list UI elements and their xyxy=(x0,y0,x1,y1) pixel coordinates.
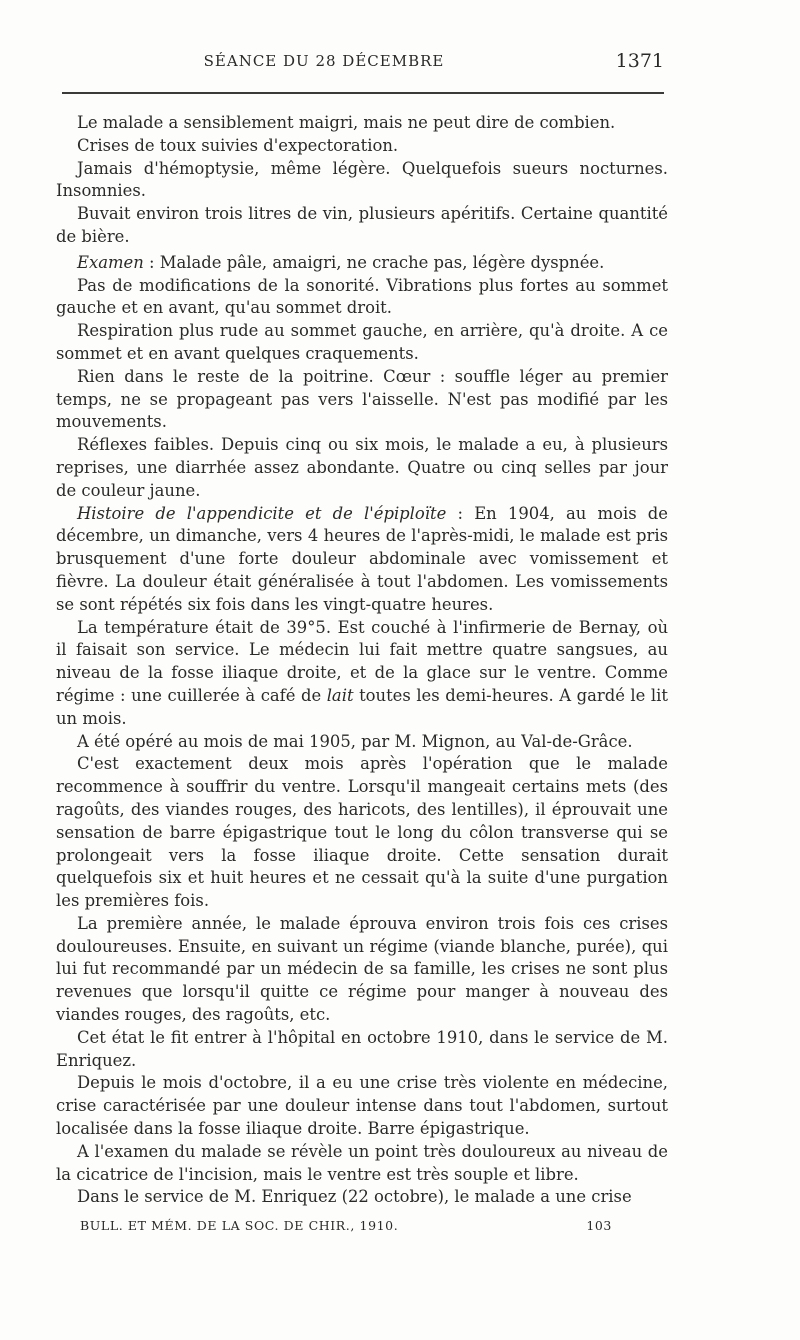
paragraph: A été opéré au mois de mai 1905, par M. Mignon, au Val-de-Grâce. xyxy=(77,731,633,751)
paragraph: Depuis le mois d'octobre, il a eu une crise très violente en médecine, crise caractérisée par une douleur intense dans tout l'abdomen, surtout localisée dans la fosse iliaque droite. Barre épigastrique. xyxy=(56,1073,668,1139)
footer-source: BULL. ET MÉM. DE LA SOC. DE CHIR., 1910. xyxy=(80,1218,399,1233)
paragraph: Réflexes faibles. Depuis cinq ou six mois, le malade a eu, à plusieurs reprises, une diarrhée assez abondante. Quatre ou cinq selles par jour de couleur jaune. xyxy=(56,435,668,500)
paragraph: La première année, le malade éprouva environ trois fois ces crises douloureuses. Ensuite, en suivant un régime (viande blanche, purée), qui lui fut recommandé par un médecin de sa famille, les crises ne sont plus revenues que lorsqu'il quitte ce régime pour manger à nouveau des viandes rouges, des ragoûts, etc. xyxy=(56,913,668,1025)
paragraph: Dans le service de M. Enriquez (22 octobre), le malade a une crise xyxy=(77,1187,632,1207)
running-head xyxy=(64,50,664,76)
paragraph: A l'examen du malade se révèle un point très douloureux au niveau de la cicatrice de l'incision, mais le ventre est très souple et libre. xyxy=(56,1141,668,1184)
section-lead: Examen xyxy=(77,252,144,272)
body-text xyxy=(56,112,668,1209)
paragraph: Jamais d'hémoptysie, même légère. Quelquefois sueurs nocturnes. Insomnies. xyxy=(56,158,668,201)
paragraph: Rien dans le reste de la poitrine. Cœur : souffle léger au premier temps, ne se propageant pas vers l'aisselle. N'est pas modifié par les mouvements. xyxy=(56,366,668,432)
paragraph: Cet état le fit entrer à l'hôpital en octobre 1910, dans le service de M. Enriquez. xyxy=(56,1027,668,1070)
paragraph: Crises de toux suivies d'expectoration. xyxy=(77,135,399,155)
section-lead: Histoire de l'appendicite et de l'épiploïte xyxy=(77,503,447,523)
paragraph-histoire: Histoire de l'appendicite et de l'épiploïte : En 1904, au mois de décembre, un dimanche, vers 4 heures de l'après-midi, le malade est pris brusquement d'une forte douleur abdominale avec vomissement et fièvre. La douleur était généralisée à tout l'abdomen. Les vomissements se sont répétés six fois dans les vingt-quatre heures. xyxy=(56,503,668,614)
paragraph: Buvait environ trois litres de vin, plusieurs apéritifs. Certaine quantité de bière. xyxy=(56,204,668,246)
paragraph: Le malade a sensiblement maigri, mais ne peut dire de combien. xyxy=(77,113,616,132)
paragraph-examen: Examen : Malade pâle, amaigri, ne crache pas, légère dyspnée. xyxy=(77,252,605,272)
paragraph: Pas de modifications de la sonorité. Vibrations plus fortes au sommet gauche et en avant, qu'au sommet droit. xyxy=(56,275,668,318)
paragraph: La température était de 39°5. Est couché à l'infirmerie de Bernay, où il faisait son service. Le médecin lui fait mettre quatre sangsues, au niveau de la fosse iliaque droite, et de la glace sur le ventre. Comme régime : une cuillerée à café de lait toutes les demi-heures. A gardé le lit un mois. xyxy=(56,617,668,728)
paragraph: C'est exactement deux mois après l'opération que le malade recommence à souffrir du ventre. Lorsqu'il mangeait certains mets (des ragoûts, des viandes rouges, des haricots, des lentilles), il éprouvait une sensation de barre épigastrique tout le long du côlon transverse qui se prolongeait vers la fosse iliaque droite. Cette sensation durait quelquefois six et huit heures et ne cessait qu'à la suite d'une purgation les premières fois. xyxy=(56,754,668,911)
header-rule xyxy=(62,92,664,94)
page-number: 1371 xyxy=(615,50,664,72)
footer-signature: 103 xyxy=(586,1218,612,1233)
paragraph: Respiration plus rude au sommet gauche, en arrière, qu'à droite. A ce sommet et en avant quelques craquements. xyxy=(56,321,668,363)
running-title: SÉANCE DU 28 DÉCEMBRE xyxy=(203,52,445,70)
page-footer xyxy=(80,1218,612,1238)
